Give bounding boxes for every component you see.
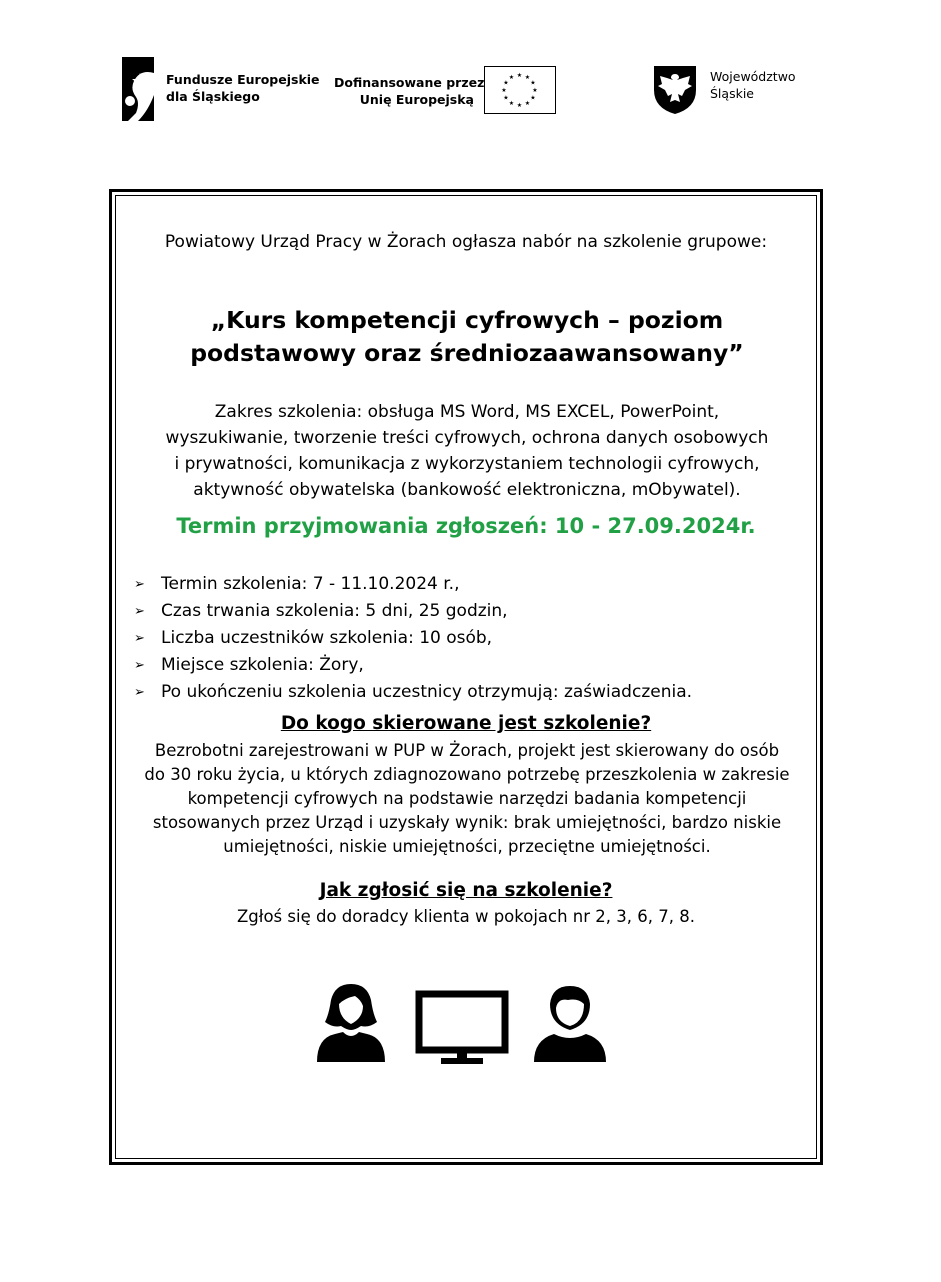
course-title-line1: „Kurs kompetencji cyfrowych – poziom (210, 306, 724, 334)
eu-logo-line2: Unię Europejską (359, 92, 474, 107)
svg-text:★: ★ (530, 94, 536, 102)
fact-item (134, 652, 794, 679)
monitor-icon (415, 990, 509, 1066)
arrow-bullet-icon: ➢ (134, 631, 145, 646)
target-line: stosowanych przez Urząd i uzyskały wynik: brak umiejętności, bardzo niskie (152, 813, 782, 832)
fe-logo-line2: dla Śląskiego (166, 89, 260, 104)
fact-text: Termin szkolenia: 7 - 11.10.2024 r., (161, 574, 460, 594)
svg-text:★: ★ (508, 100, 515, 107)
application-deadline: Termin przyjmowania zgłoszeń: 10 - 27.09.2024r. (176, 514, 756, 538)
target-group-text (122, 739, 812, 859)
eu-cofinancing-logo (334, 64, 559, 116)
fact-text: Czas trwania szkolenia: 5 dni, 25 godzin, (161, 601, 508, 621)
fe-logo-text (166, 71, 320, 105)
fact-text: Liczba uczestników szkolenia: 10 osób, (161, 628, 493, 648)
svg-text:★: ★ (516, 72, 523, 79)
pictogram-row (312, 982, 612, 1072)
man-icon (532, 982, 608, 1064)
svg-text:★: ★ (524, 100, 531, 107)
svg-text:★: ★ (532, 87, 538, 94)
fact-text: Miejsce szkolenia: Żory, (161, 655, 364, 675)
scope-line: i prywatności, komunikacja z wykorzystaniem technologii cyfrowych, (174, 454, 760, 474)
scope-line: wyszukiwanie, tworzenie treści cyfrowych, ochrona danych osobowych (165, 428, 769, 448)
notice-intro: Powiatowy Urząd Pracy w Żorach ogłasza nabór na szkolenie grupowe: (164, 232, 768, 252)
target-line: Bezrobotni zarejestrowani w PUP w Żorach, projekt jest skierowany do osób (154, 741, 780, 760)
fact-item (134, 679, 794, 706)
fact-item (134, 571, 794, 598)
target-line: kompetencji cyfrowych na podstawie narzędzi badania kompetencji (187, 789, 747, 808)
ws-logo-text (710, 68, 796, 102)
woman-icon (315, 982, 387, 1064)
target-line: do 30 roku życia, u których zdiagnozowano potrzebę przeszkolenia w zakresie (144, 765, 790, 784)
svg-text:★: ★ (516, 102, 523, 109)
eu-flag-icon (484, 66, 556, 114)
arrow-bullet-icon: ➢ (134, 604, 145, 619)
svg-text:★: ★ (508, 74, 515, 81)
how-to-apply-heading: Jak zgłosić się na szkolenie? (319, 880, 613, 901)
logo-bar (0, 0, 941, 130)
fe-logo-line1: Fundusze Europejskie (166, 72, 320, 87)
notice-frame (109, 189, 823, 1165)
target-line: umiejętności, niskie umiejętności, przeciętne umiejętności. (223, 837, 711, 856)
svg-text:★: ★ (530, 79, 536, 87)
training-facts-list (134, 571, 794, 706)
target-group-heading: Do kogo skierowane jest szkolenie? (280, 713, 652, 734)
eu-stars-icon (485, 67, 554, 112)
arrow-bullet-icon: ➢ (134, 658, 145, 673)
fact-item (134, 598, 794, 625)
arrow-bullet-icon: ➢ (134, 577, 145, 592)
ws-logo-line2: Śląskie (710, 86, 754, 101)
training-scope (127, 399, 807, 503)
how-to-apply-text: Zgłoś się do doradcy klienta w pokojach nr 2, 3, 6, 7, 8. (237, 907, 695, 926)
svg-text:★: ★ (524, 74, 531, 81)
ws-logo-line1: Województwo (710, 69, 796, 84)
wojewodztwo-slaskie-logo (650, 62, 810, 118)
fact-text: Po ukończeniu szkolenia uczestnicy otrzymują: zaświadczenia. (161, 682, 693, 702)
fundusze-europejskie-logo (118, 55, 318, 123)
eu-logo-line1: Dofinansowane przez (334, 75, 485, 90)
svg-text:★: ★ (503, 79, 509, 87)
svg-text:★: ★ (503, 94, 509, 102)
svg-text:★: ★ (501, 87, 507, 94)
eu-logo-text (334, 74, 485, 108)
scope-line: Zakres szkolenia: obsługa MS Word, MS EXCEL, PowerPoint, (214, 402, 720, 422)
course-title (142, 304, 792, 370)
arrow-bullet-icon: ➢ (134, 685, 145, 700)
fe-emblem-icon (118, 55, 158, 123)
scope-line: aktywność obywatelska (bankowość elektroniczna, mObywatel). (193, 480, 741, 500)
fact-item (134, 625, 794, 652)
eagle-shield-icon (652, 64, 698, 116)
course-title-line2: podstawowy oraz średniozaawansowany” (190, 339, 744, 367)
